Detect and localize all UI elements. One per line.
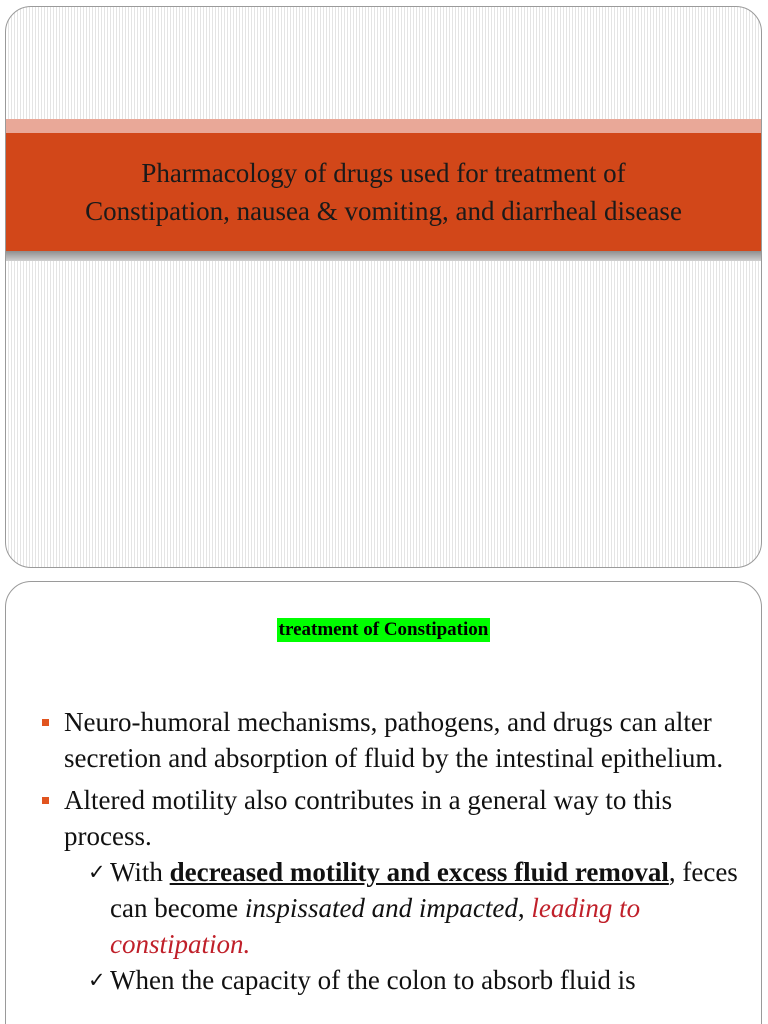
section-heading: treatment of Constipation <box>278 619 489 640</box>
bullet-item <box>40 704 741 776</box>
title-bar-top-stripe <box>6 119 761 133</box>
content-slide <box>5 581 762 1024</box>
sub-bullet-red-italic: leading to constipation. <box>110 893 641 959</box>
slide-title-line-1: Pharmacology of drugs used for treatment of <box>141 158 626 188</box>
sub-bullet-text-start: With <box>110 857 170 887</box>
checkmark-icon: ✓ <box>88 860 106 884</box>
section-heading-row <box>6 618 761 642</box>
title-slide <box>5 6 762 568</box>
bullet-list <box>40 704 741 1004</box>
sub-bullet-item <box>64 962 741 998</box>
sub-bullet-emphasis: decreased motility and excess fluid removal <box>169 857 669 887</box>
sub-bullet-comma: , <box>517 893 532 923</box>
sub-bullet-text-middle: , feces can become <box>110 857 738 923</box>
square-bullet-icon <box>42 797 49 804</box>
checkmark-icon: ✓ <box>88 968 106 992</box>
slide-title <box>85 154 682 230</box>
sub-bullet-italic: inspissated and impacted <box>244 893 518 923</box>
title-bar <box>6 133 761 251</box>
sub-bullet-item <box>64 854 741 962</box>
square-bullet-icon <box>42 719 49 726</box>
title-bar-shadow <box>6 251 761 261</box>
slide-title-line-2: Constipation, nausea & vomiting, and diarrheal disease <box>85 196 682 226</box>
bullet-item <box>40 782 741 998</box>
bullet-text: Altered motility also contributes in a general way to this process. <box>64 785 673 851</box>
bullet-text: Neuro-humoral mechanisms, pathogens, and drugs can alter secretion and absorption of fluid by the intestinal epithelium. <box>64 707 724 773</box>
sub-bullet-text: When the capacity of the colon to absorb fluid is <box>110 965 636 995</box>
